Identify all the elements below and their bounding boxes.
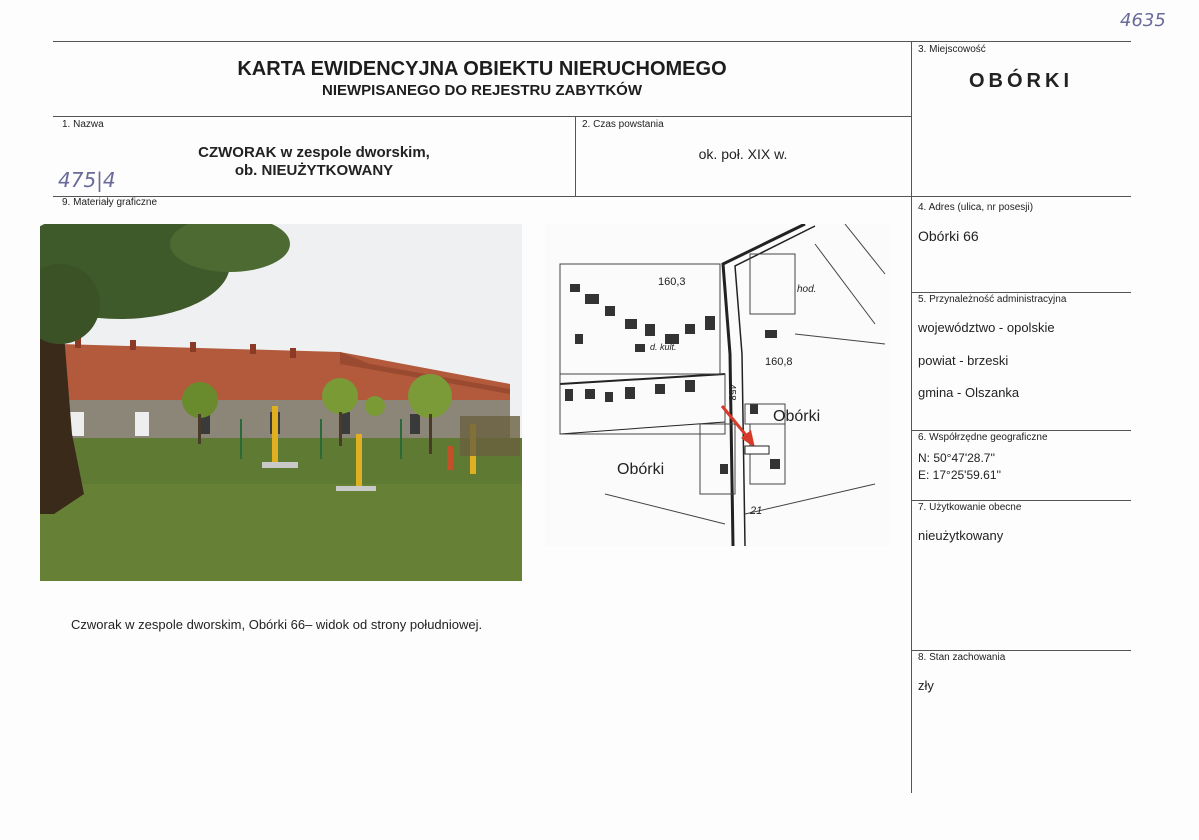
miejscowosc-value: OBÓRKI: [969, 70, 1073, 92]
photo-caption: Czworak w zespole dworskim, Obórki 66– widok od strony południowej.: [71, 617, 483, 632]
sep-adres: [911, 292, 1131, 293]
map-elev2: 160,8: [765, 356, 793, 368]
wspolrzedne-label: 6. Współrzędne geograficzne: [918, 432, 1048, 443]
sep-uzyt: [911, 650, 1131, 651]
map-elev1: 160,3: [658, 276, 686, 288]
nazwa-label: 1. Nazwa: [62, 119, 104, 130]
czas-label: 2. Czas powstania: [582, 119, 664, 130]
map-road-number: 458: [726, 384, 737, 401]
adres-value: Obórki 66: [918, 228, 979, 244]
powiat-value: powiat - brzeski: [918, 353, 1009, 368]
row1-bottom-line: [53, 196, 1131, 197]
frame-top-line: [53, 41, 1131, 42]
sep-przyn: [911, 430, 1131, 431]
longitude-value: E: 17°25'59.61'': [918, 468, 1002, 482]
stan-label: 8. Stan zachowania: [918, 652, 1006, 663]
miejscowosc-label: 3. Miejscowość: [918, 44, 986, 55]
map-number: 21: [750, 505, 763, 517]
adres-label: 4. Adres (ulica, nr posesji): [918, 202, 1034, 213]
handwritten-number: 4635: [1120, 10, 1166, 31]
photo-drawing: [40, 224, 522, 581]
handwritten-note: 475|4: [58, 168, 116, 192]
uzytkowanie-value: nieużytkowany: [918, 528, 1004, 543]
map-town2: Obórki: [617, 461, 665, 478]
sep-wspol: [911, 500, 1131, 501]
nazwa-line1: CZWORAK w zespole dworskim,: [198, 144, 430, 161]
przynaleznosc-label: 5. Przynależność administracyjna: [918, 294, 1067, 305]
card-subtitle: NIEWPISANEGO DO REJESTRU ZABYTKÓW: [321, 82, 643, 99]
nazwa-line2: ob. NIEUŻYTKOWANY: [234, 162, 394, 179]
gmina-value: gmina - Olszanka: [918, 385, 1020, 400]
uzytkowanie-label: 7. Użytkowanie obecne: [918, 502, 1022, 513]
czas-value: ok. poł. XIX w.: [698, 146, 788, 162]
stan-value: zły: [918, 678, 934, 693]
map-kult: d. kult.: [650, 342, 677, 352]
latitude-value: N: 50°47'28.7'': [918, 451, 996, 465]
building-photo: [40, 224, 522, 581]
card-title: KARTA EWIDENCYJNA OBIEKTU NIERUCHOMEGO: [237, 58, 727, 80]
map-drawing: [545, 224, 890, 546]
header-bottom-line: [53, 116, 911, 117]
map-town1: Obórki: [773, 408, 821, 425]
right-column-divider: [911, 41, 912, 793]
materialy-label: 9. Materiały graficzne: [62, 197, 158, 208]
wojewodztwo-value: województwo - opolskie: [918, 320, 1055, 335]
location-map: [545, 224, 890, 546]
map-hod: hod.: [797, 284, 817, 295]
